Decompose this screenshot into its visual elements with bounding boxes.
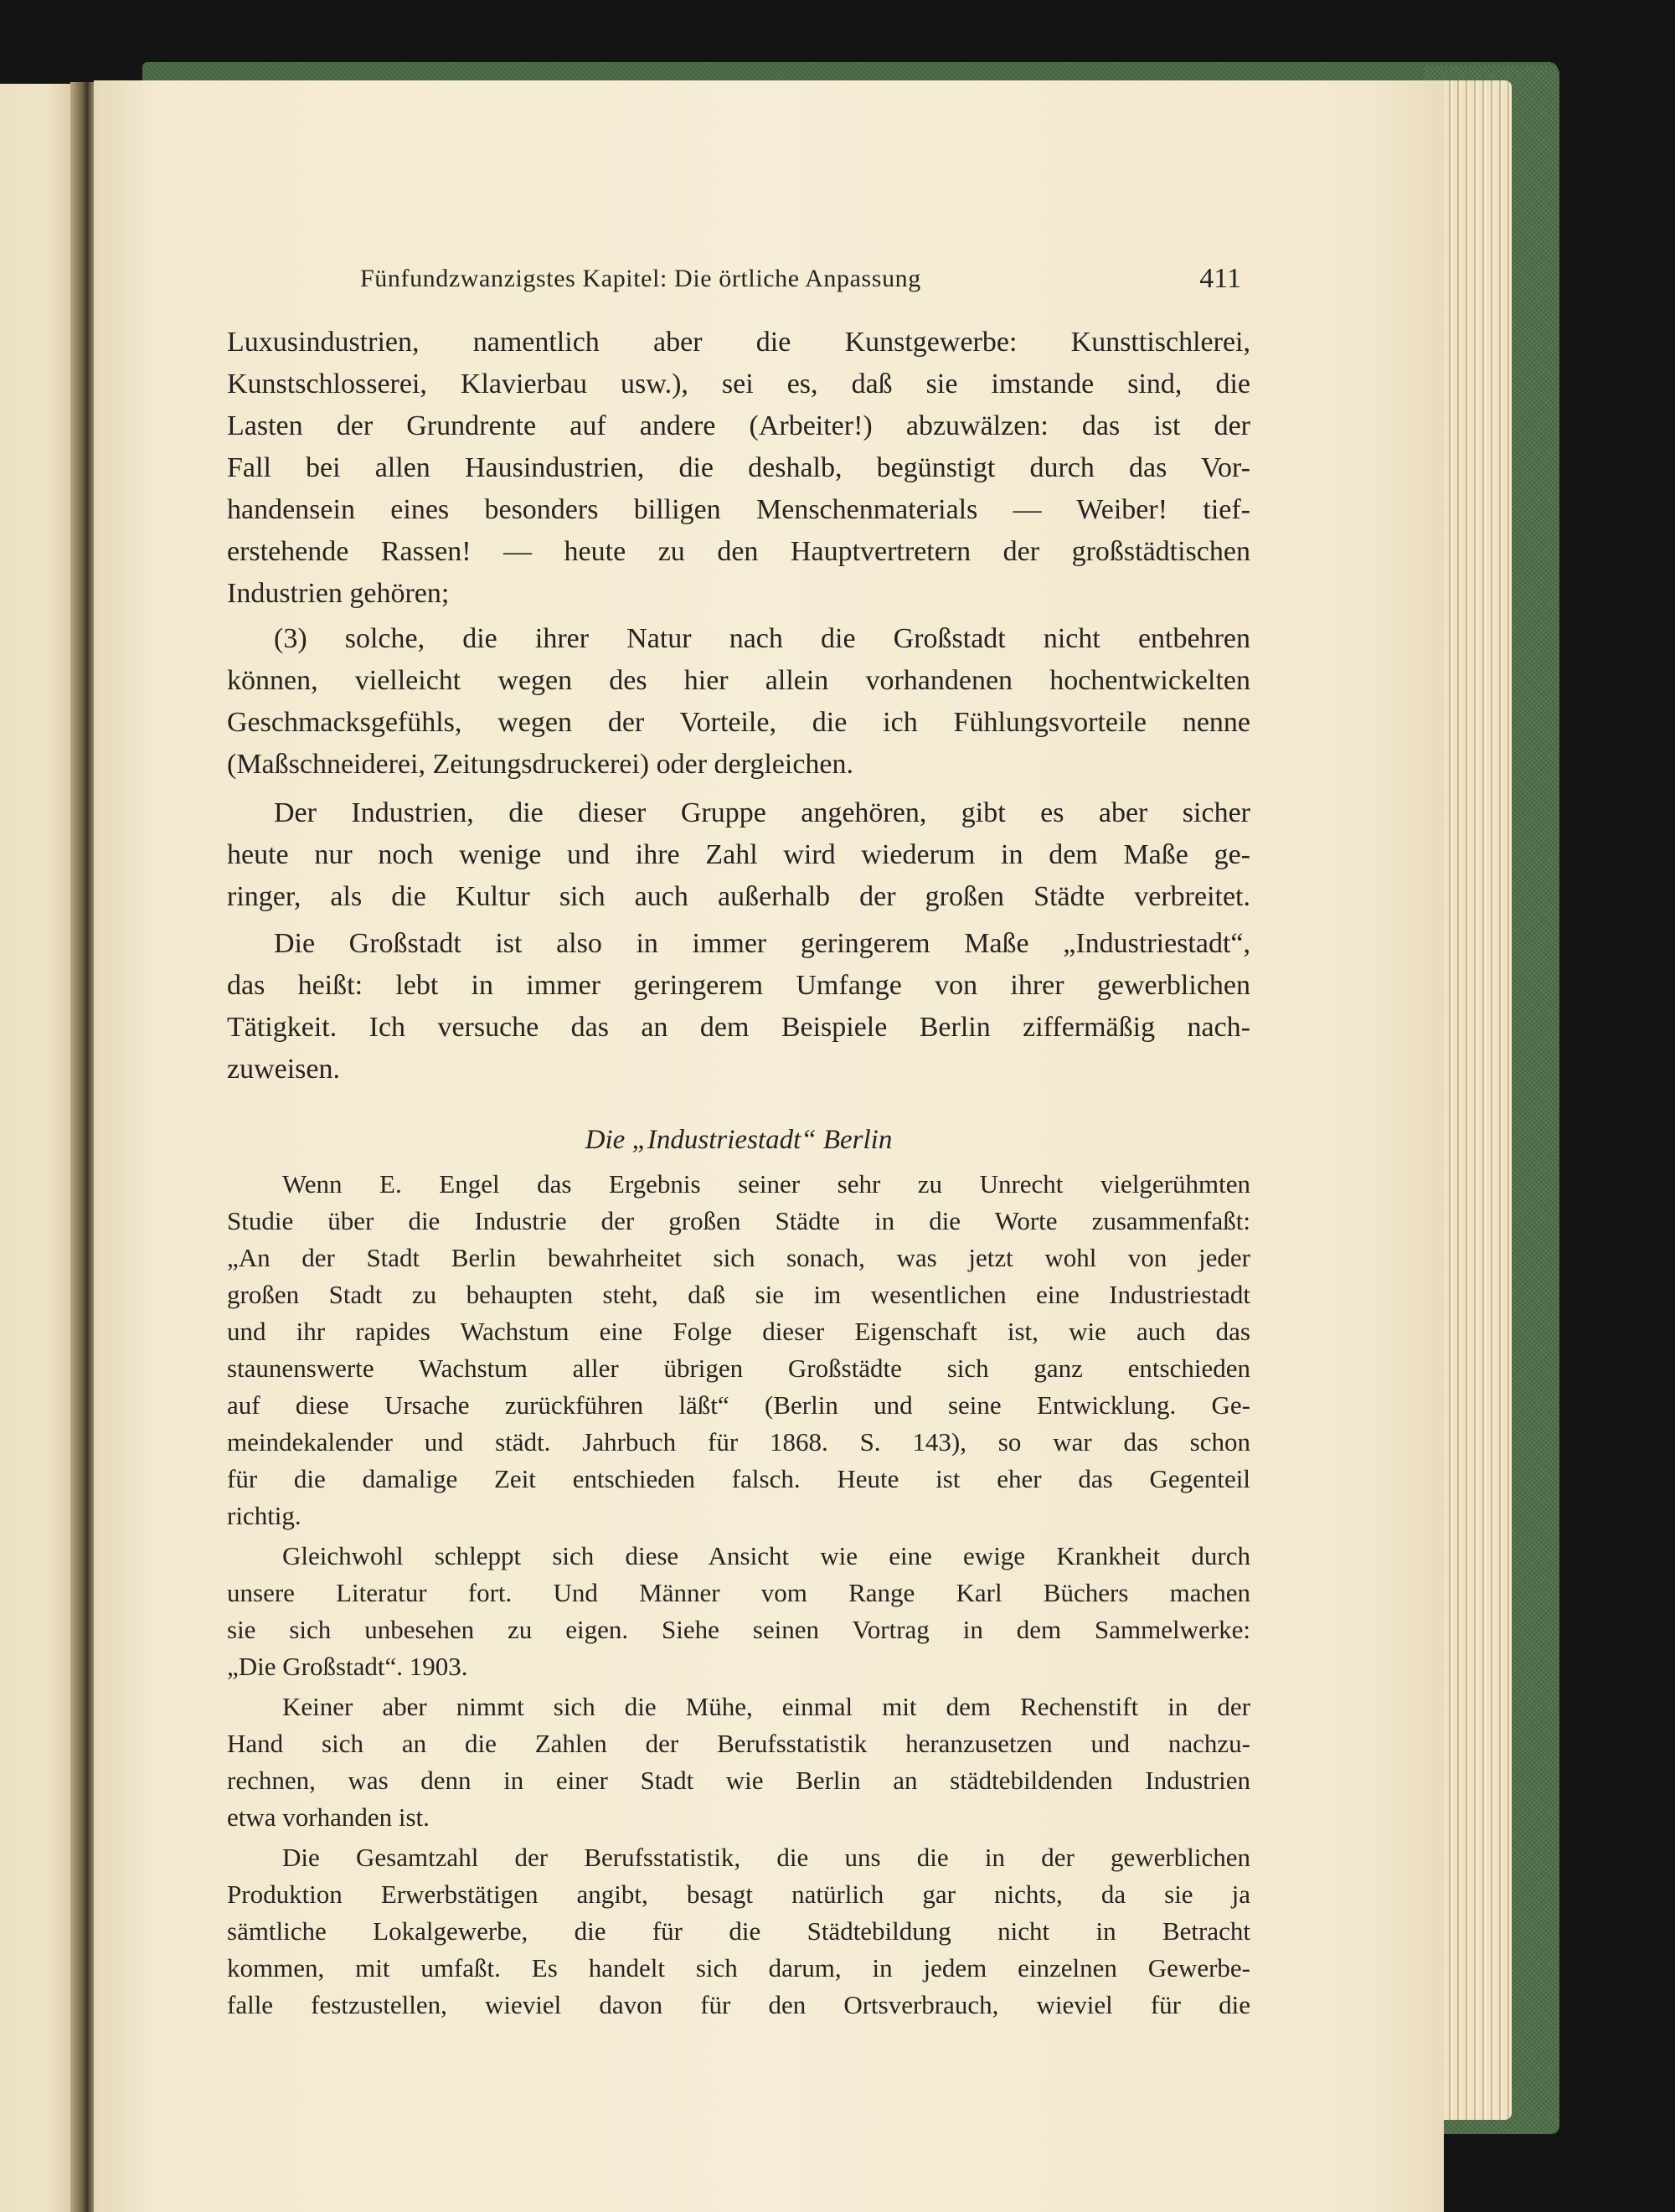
note-line: Gleichwohl schleppt sich diese Ansicht wie eine ewige Krankheit durch [282, 1541, 1250, 1570]
body-line: Tätigkeit. Ich versuche das an dem Beispiele Berlin ziffermäßig nach- [227, 1012, 1250, 1043]
note-line: Keiner aber nimmt sich die Mühe, einmal mit dem Rechenstift in der [282, 1692, 1250, 1721]
note-line: sie sich unbesehen zu eigen. Siehe seinen Vortrag in dem Sammelwerke: [227, 1615, 1250, 1644]
book-page [94, 80, 1444, 2212]
note-line: Die Gesamtzahl der Berufsstatistik, die uns die in der gewerblichen [282, 1843, 1250, 1872]
body-line: Kunstschlosserei, Klavierbau usw.), sei es, daß sie imstande sind, die [227, 369, 1250, 400]
note-line: Hand sich an die Zahlen der Berufsstatistik heranzusetzen und nachzu- [227, 1729, 1250, 1758]
note-line: für die damalige Zeit entschieden falsch. Heute ist eher das Gegenteil [227, 1464, 1250, 1493]
note-line: und ihr rapides Wachstum eine Folge dieser Eigenschaft ist, wie auch das [227, 1317, 1250, 1346]
note-line: großen Stadt zu behaupten steht, daß sie im wesentlichen eine Industriestadt [227, 1280, 1250, 1309]
note-line: etwa vorhanden ist. [227, 1802, 430, 1832]
body-line: Luxusindustrien, namentlich aber die Kunstgewerbe: Kunsttischlerei, [227, 327, 1250, 358]
body-line: Industrien gehören; [227, 578, 450, 609]
body-line: Geschmacksgefühls, wegen der Vorteile, die ich Fühlungsvorteile nenne [227, 707, 1250, 738]
body-line: heute nur noch wenige und ihre Zahl wird wiederum in dem Maße ge- [227, 839, 1250, 870]
body-line: Lasten der Grundrente auf andere (Arbeiter!) abzuwälzen: das ist der [227, 410, 1250, 441]
note-line: Wenn E. Engel das Ergebnis seiner sehr zu Unrecht vielgerühmten [282, 1169, 1250, 1199]
body-line: zuweisen. [227, 1054, 341, 1085]
running-title: Fünfundzwanzigstes Kapitel: Die örtliche Anpassung [360, 265, 921, 292]
note-line: „Die Großstadt“. 1903. [227, 1652, 468, 1681]
note-line: sämtliche Lokalgewerbe, die für die Städtebildung nicht in Betracht [227, 1916, 1250, 1946]
note-line: auf diese Ursache zurückführen läßt“ (Berlin und seine Entwicklung. Ge- [227, 1390, 1250, 1420]
note-line: richtig. [227, 1501, 302, 1530]
note-line: unsere Literatur fort. Und Männer vom Range Karl Büchers machen [227, 1578, 1250, 1607]
note-line: Studie über die Industrie der großen Städte in die Worte zusammenfaßt: [227, 1206, 1250, 1235]
body-line: handensein eines besonders billigen Menschenmaterials — Weiber! tief- [227, 494, 1250, 525]
body-line: erstehende Rassen! — heute zu den Hauptvertretern der großstädtischen [227, 536, 1250, 567]
body-line: (Maßschneiderei, Zeitungsdruckerei) oder dergleichen. [227, 749, 853, 780]
note-line: falle festzustellen, wieviel davon für den Ortsverbrauch, wieviel für die [227, 1990, 1250, 2019]
body-line: Der Industrien, die dieser Gruppe angehören, gibt es aber sicher [274, 797, 1250, 828]
body-line: können, vielleicht wegen des hier allein vorhandenen hochentwickelten [227, 665, 1250, 696]
note-line: „An der Stadt Berlin bewahrheitet sich sonach, was jetzt wohl von jeder [227, 1243, 1250, 1272]
note-line: meindekalender und städt. Jahrbuch für 1868. S. 143), so war das schon [227, 1427, 1250, 1457]
body-line: das heißt: lebt in immer geringerem Umfange von ihrer gewerblichen [227, 970, 1250, 1001]
body-line: Die Großstadt ist also in immer geringerem Maße „Industriestadt“, [274, 928, 1250, 959]
note-line: rechnen, was denn in einer Stadt wie Berlin an städtebildenden Industrien [227, 1766, 1250, 1795]
page-number: 411 [1199, 263, 1241, 294]
left-facing-page [0, 84, 77, 2212]
body-text [94, 80, 1444, 2212]
body-line: ringer, als die Kultur sich auch außerhalb der großen Städte verbreitet. [227, 881, 1250, 912]
note-line: Produktion Erwerbstätigen angibt, besagt natürlich gar nichts, da sie ja [227, 1879, 1250, 1909]
section-heading: Die „Industriestadt“ Berlin [585, 1125, 893, 1155]
note-line: staunenswerte Wachstum aller übrigen Großstädte sich ganz entschieden [227, 1353, 1250, 1383]
body-line: Fall bei allen Hausindustrien, die deshalb, begünstigt durch das Vor- [227, 452, 1250, 483]
body-line: (3) solche, die ihrer Natur nach die Großstadt nicht entbehren [274, 623, 1250, 654]
note-line: kommen, mit umfaßt. Es handelt sich darum, in jedem einzelnen Gewerbe- [227, 1953, 1250, 1983]
